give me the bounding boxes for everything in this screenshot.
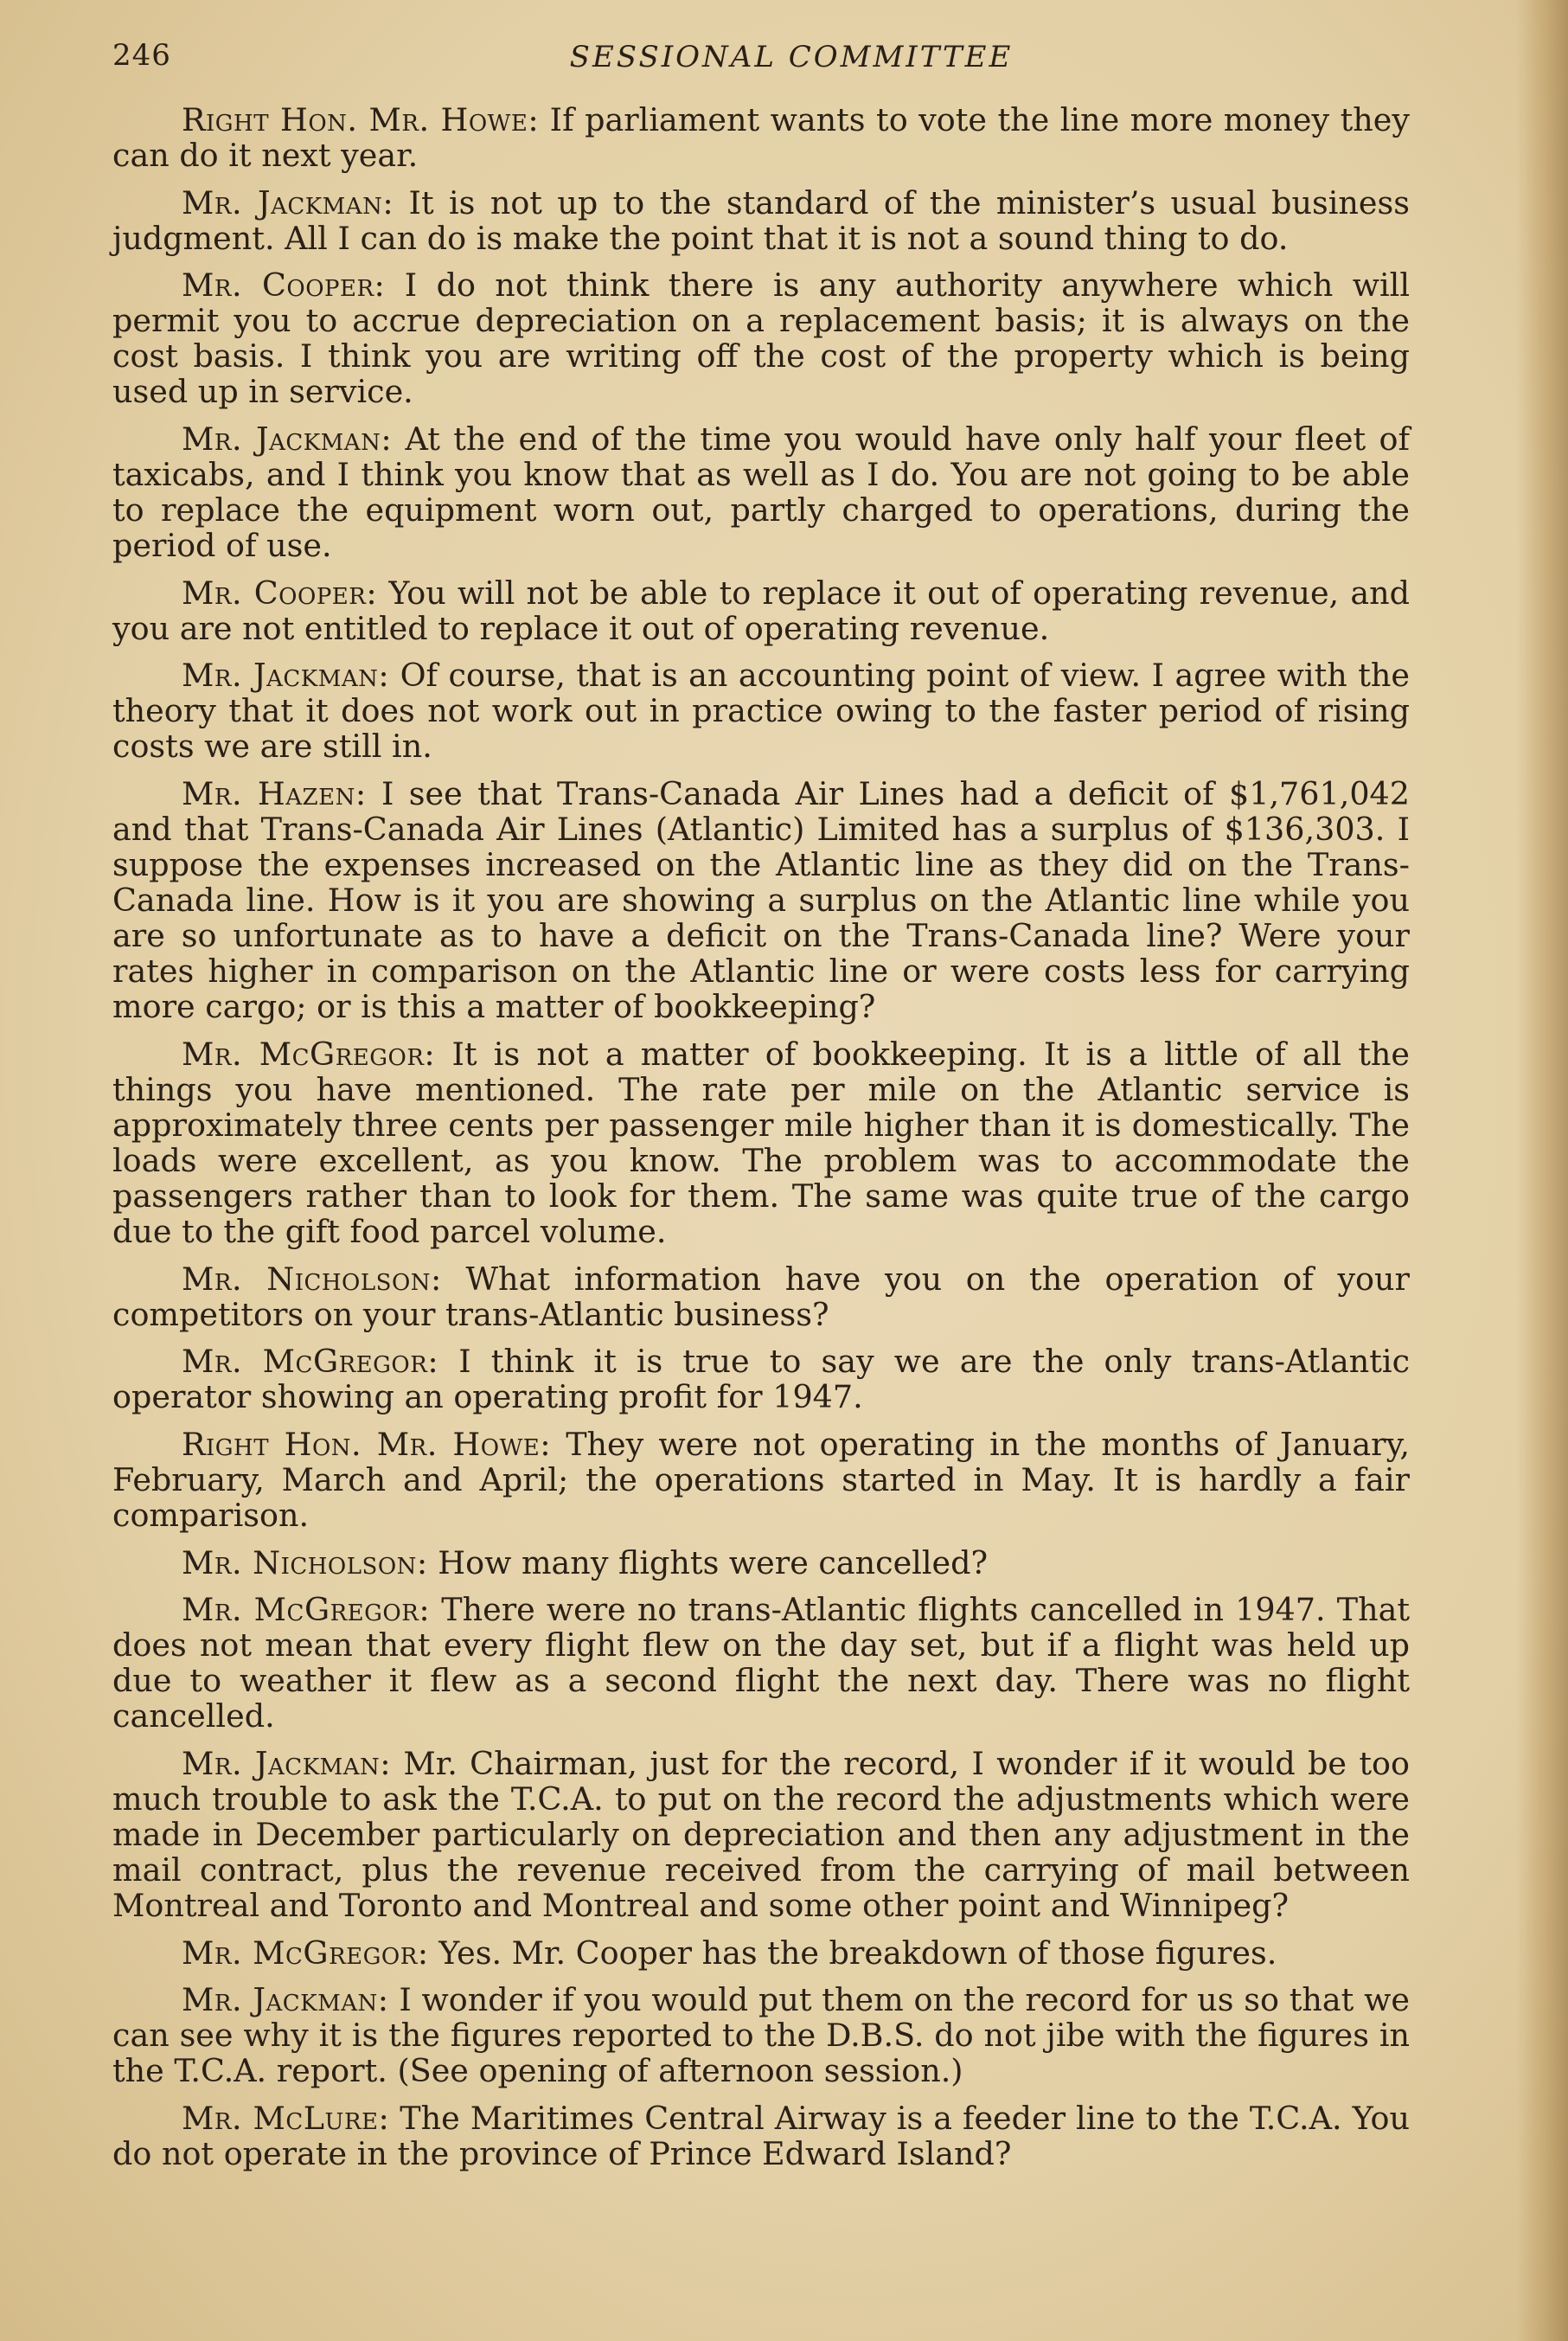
paragraph (112, 1036, 1410, 1249)
paragraph-text: I do not think there is any authority anywhere which will permit you to accrue depreciation on a replacement basis; it is always on the cost basis. I think you are writing off the cost of the property which is being used up in service. (112, 266, 1410, 411)
paragraph-text: What information have you on the operation of your competitors on your trans-Atlantic business? (112, 1260, 1410, 1333)
paragraph (112, 1982, 1410, 2088)
running-head: SESSIONAL COMMITTEE (569, 40, 1014, 74)
paragraph-text: They were not operating in the months of January, February, March and April; the operations started in May. It is hardly a fair comparison. (112, 1425, 1410, 1534)
speaker-name: Mr. Cooper: (182, 574, 378, 612)
paragraph (112, 102, 1410, 173)
speaker-name: Mr. Jackman: (182, 657, 390, 695)
paragraph-text: I see that Trans-Canada Air Lines had a deficit of $1,761,042 and that Trans-Canada Air Lines (Atlantic) Limited has a surplus of $136,303. I suppose the expenses increased on the Atlantic line as they did on the Trans-Canada line. How is it you are showing a surplus on the Atlantic line while you are so unfortunate as to have a deficit on the Trans-Canada line? Were your rates higher in comparison on the Atlantic line or were costs less for carrying more cargo; or is this a matter of bookkeeping? (112, 775, 1410, 1026)
paragraph-text: I wonder if you would put them on the record for us so that we can see why it is the figures reported to the D.B.S. do not jibe with the figures in the T.C.A. report. (See opening of afternoon session.) (112, 1981, 1410, 2090)
paragraph-text: If parliament wants to vote the line more money they can do it next year. (112, 101, 1410, 174)
paragraph-text: How many flights were cancelled? (427, 1543, 989, 1581)
paragraph-text: At the end of the time you would have only half your fleet of taxicabs, and I think you know that as well as I do. You are not going to be able to replace the equipment worn out, partly charged to operations, during the period of use. (112, 420, 1410, 565)
paragraph-text: You will not be able to replace it out of operating revenue, and you are not entitled to replace it out of operating revenue. (112, 574, 1411, 647)
paragraph (112, 776, 1410, 1024)
speaker-name: Mr. Jackman: (182, 183, 394, 221)
speaker-name: Mr. McGregor: (182, 1343, 439, 1381)
speaker-name: Mr. McGregor: (182, 1934, 429, 1972)
page-number: 246 (112, 38, 171, 73)
speaker-name: Right Hon. Mr. Howe: (182, 101, 540, 138)
paragraph-text: There were no trans-Atlantic flights cancelled in 1947. That does not mean that every flight flew on the day set, but if a flight was held up due to weather it flew as a second flight the next day. There was no flight cancelled. (112, 1591, 1411, 1735)
transcript-body (112, 102, 1410, 2184)
speaker-name: Mr. Nicholson: (182, 1543, 428, 1581)
speaker-name: Mr. Hazen: (182, 775, 367, 813)
paragraph-text: The Maritimes Central Airway is a feeder line to the T.C.A. You do not operate in the province of Prince Edward Island? (112, 2100, 1410, 2172)
speaker-name: Mr. McGregor: (182, 1035, 436, 1073)
paragraph (112, 1344, 1410, 1414)
paragraph (112, 1592, 1410, 1734)
speaker-name: Mr. Jackman: (182, 1981, 389, 2019)
paragraph-text: It is not a matter of bookkeeping. It is a little of all the things you have mentioned. The rate per mile on the Atlantic service is approximately three cents per passenger mile higher than it is domestically. The loads were excellent, as you know. The problem was to accommodate the passengers rather than to look for them. The same was quite true of the cargo due to the gift food parcel volume. (112, 1035, 1411, 1250)
paragraph (112, 1261, 1410, 1332)
page-header (112, 35, 1410, 87)
paragraph-text: Of course, that is an accounting point of view. I agree with the theory that it does not work out in practice owing to the faster period of rising costs we are still in. (112, 657, 1410, 766)
speaker-name: Mr. Nicholson: (182, 1260, 442, 1298)
paragraph (112, 185, 1410, 256)
paragraph (112, 575, 1410, 646)
paragraph (112, 1427, 1410, 1533)
paragraph (112, 1746, 1410, 1923)
paragraph-text: Mr. Chairman, just for the record, I wonder if it would be too much trouble to ask the T.C.A. to put on the record the adjustments which were made in December particularly on depreciation and then any adjustment in the mail contract, plus the revenue received from the carrying of mail between Montreal and Toronto and Montreal and some other point and Winnipeg? (112, 1744, 1410, 1924)
paragraph (112, 2100, 1410, 2171)
paragraph (112, 267, 1410, 409)
paragraph (112, 1545, 1410, 1581)
paragraph-text: Yes. Mr. Cooper has the breakdown of those figures. (428, 1934, 1277, 1972)
paragraph-text: It is not up to the standard of the minister’s usual business judgment. All I can do is make the point that it is not a sound thing to do. (112, 183, 1410, 257)
speaker-name: Mr. Jackman: (182, 1744, 392, 1782)
speaker-name: Mr. Jackman: (182, 420, 393, 459)
speaker-name: Mr. McGregor: (182, 1591, 431, 1629)
speaker-name: Right Hon. Mr. Howe: (182, 1425, 552, 1463)
paragraph (112, 421, 1410, 563)
paragraph-text: I think it is true to say we are the only trans-Atlantic operator showing an operating profit for 1947. (112, 1343, 1411, 1416)
paragraph (112, 1935, 1410, 1971)
speaker-name: Mr. Cooper: (182, 266, 386, 305)
speaker-name: Mr. McLure: (182, 2100, 390, 2137)
paragraph (112, 657, 1410, 764)
